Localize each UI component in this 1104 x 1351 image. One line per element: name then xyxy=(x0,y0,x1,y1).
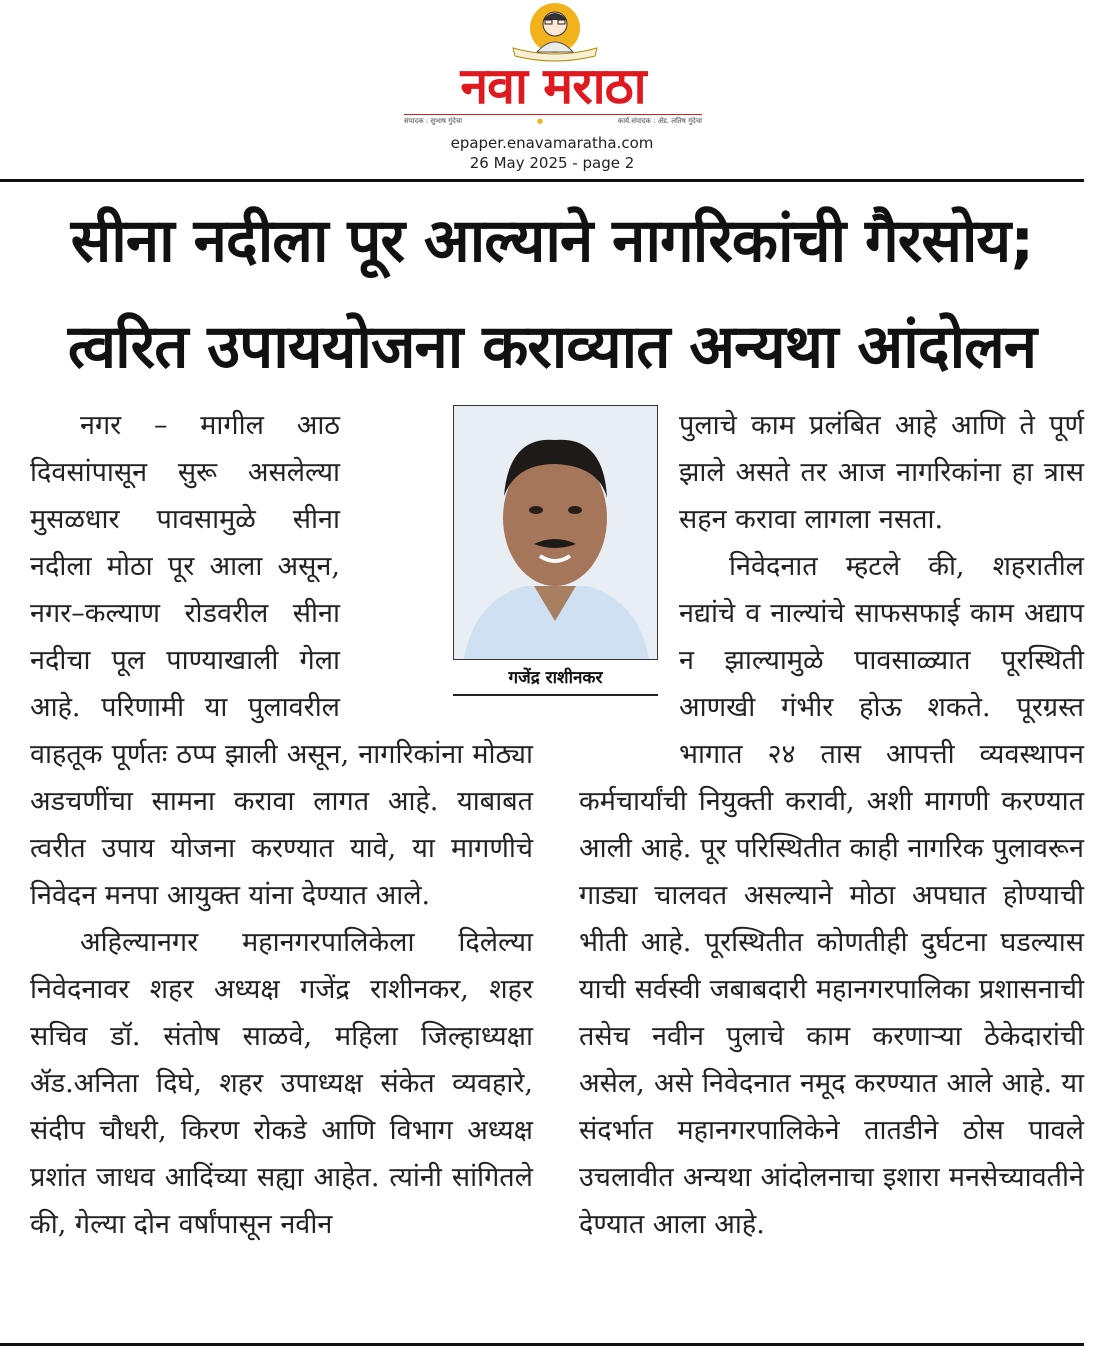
masthead xyxy=(0,0,1104,180)
article-paragraph-1: नगर – मागील आठ दिवसांपासून सुरू असलेल्या मुसळधार पावसामुळे सीना नदीला मोठा पूर आला असून, नगर–कल्याण रोडवरील सीना नदीचा पूल पाण्याखाली गेला आहे. परिणामी या पुलावरील वाहतूक पूर्णतः ठप्प झाली असून, नागरिकांना मोठ्या अडचणींचा सामना करावा लागत आहे. याबाबत त्वरीत उपाय योजना करण्यात यावे, या मागणीचे निवेदन मनपा आयुक्त यांना देण्यात आले. xyxy=(30,410,533,911)
article-paragraph-2: अहिल्यानगर महानगरपालिकेला दिलेल्या निवेदनावर शहर अध्यक्ष गजेंद्र राशीनकर, शहर सचिव डॉ. संतोष साळवे, महिला जिल्हाध्यक्षा ॲड.अनिता दिघे, शहर उपाध्यक्ष संकेत व्यवहारे, संदीप चौधरी, किरण रोकडे आणि विभाग अध्यक्ष प्रशांत जाधव आदिंच्या सह्या आहेत. त्यांनी सांगितले की, गेल्या दोन वर्षांपासून नवीन xyxy=(30,927,533,1240)
photo-spacer-right xyxy=(579,402,679,732)
article-paragraph-3: पुलाचे काम प्रलंबित आहे आणि ते पूर्ण झाले असते तर आज नागरिकांना हा त्रास सहन करावा लागला नसता. xyxy=(679,410,1084,535)
photo-caption: गजेंद्र राशीनकर xyxy=(508,668,603,688)
headline-line-1: सीना नदीला पूर आल्याने नागरिकांची गैरसोय; xyxy=(70,206,1034,276)
article-column-right xyxy=(579,402,1084,1248)
date-page-line: 26 May 2025 - page 2 xyxy=(469,154,635,172)
editor-credit: संपादक : सुभाष गुंदेचा xyxy=(404,117,463,125)
headline-line-2: त्वरित उपाययोजना कराव्यात अन्यथा आंदोलन xyxy=(67,312,1037,382)
sun-logo-icon: ● xyxy=(536,117,543,125)
newspaper-brand-title: नवा मराठा xyxy=(460,57,646,115)
founder-portrait-icon xyxy=(509,2,601,62)
article-paragraph-4: निवेदनात म्हटले की, शहरातील नद्यांचे व नाल्यांचे साफसफाई काम अद्याप न झाल्यामुळे पावसाळ्यात पूरस्थिती आणखी गंभीर होऊ शकते. पूरग्रस्त भागात २४ तास आपत्ती व्यवस्थापन कर्मचार्यांची नियुक्ती करावी, अशी मागणी करण्यात आली आहे. पूर परिस्थितीत काही नागरिक पुलावरून गाड्या चालवत असल्याने मोठा अपघात होण्याची भीती आहे. पूरस्थितीत कोणतीही दुर्घटना घडल्यास याची सर्वस्वी जबाबदारी महानगरपालिका प्रशासनाची तसेच नवीन पुलाचे काम करणाऱ्या ठेकेदारांची असेल, असे निवेदनात नमूद करण्यात आले आहे. या संदर्भात महानगरपालिकेने तातडीने ठोस पावले उचलावीत अन्यथा आंदोलनाचा इशारा मनसेच्यावतीने देण्यात आला आहे. xyxy=(579,551,1084,1240)
top-divider xyxy=(0,179,1084,182)
executive-editor-credit: कार्य.संपादक : ॲड. लतिष गुंदेचा xyxy=(617,117,702,125)
bottom-divider xyxy=(0,1343,1084,1346)
masthead-editor-strip xyxy=(404,114,702,127)
founder-portrait-badge xyxy=(509,2,601,62)
epaper-url[interactable]: epaper.enavamaratha.com xyxy=(450,134,654,152)
